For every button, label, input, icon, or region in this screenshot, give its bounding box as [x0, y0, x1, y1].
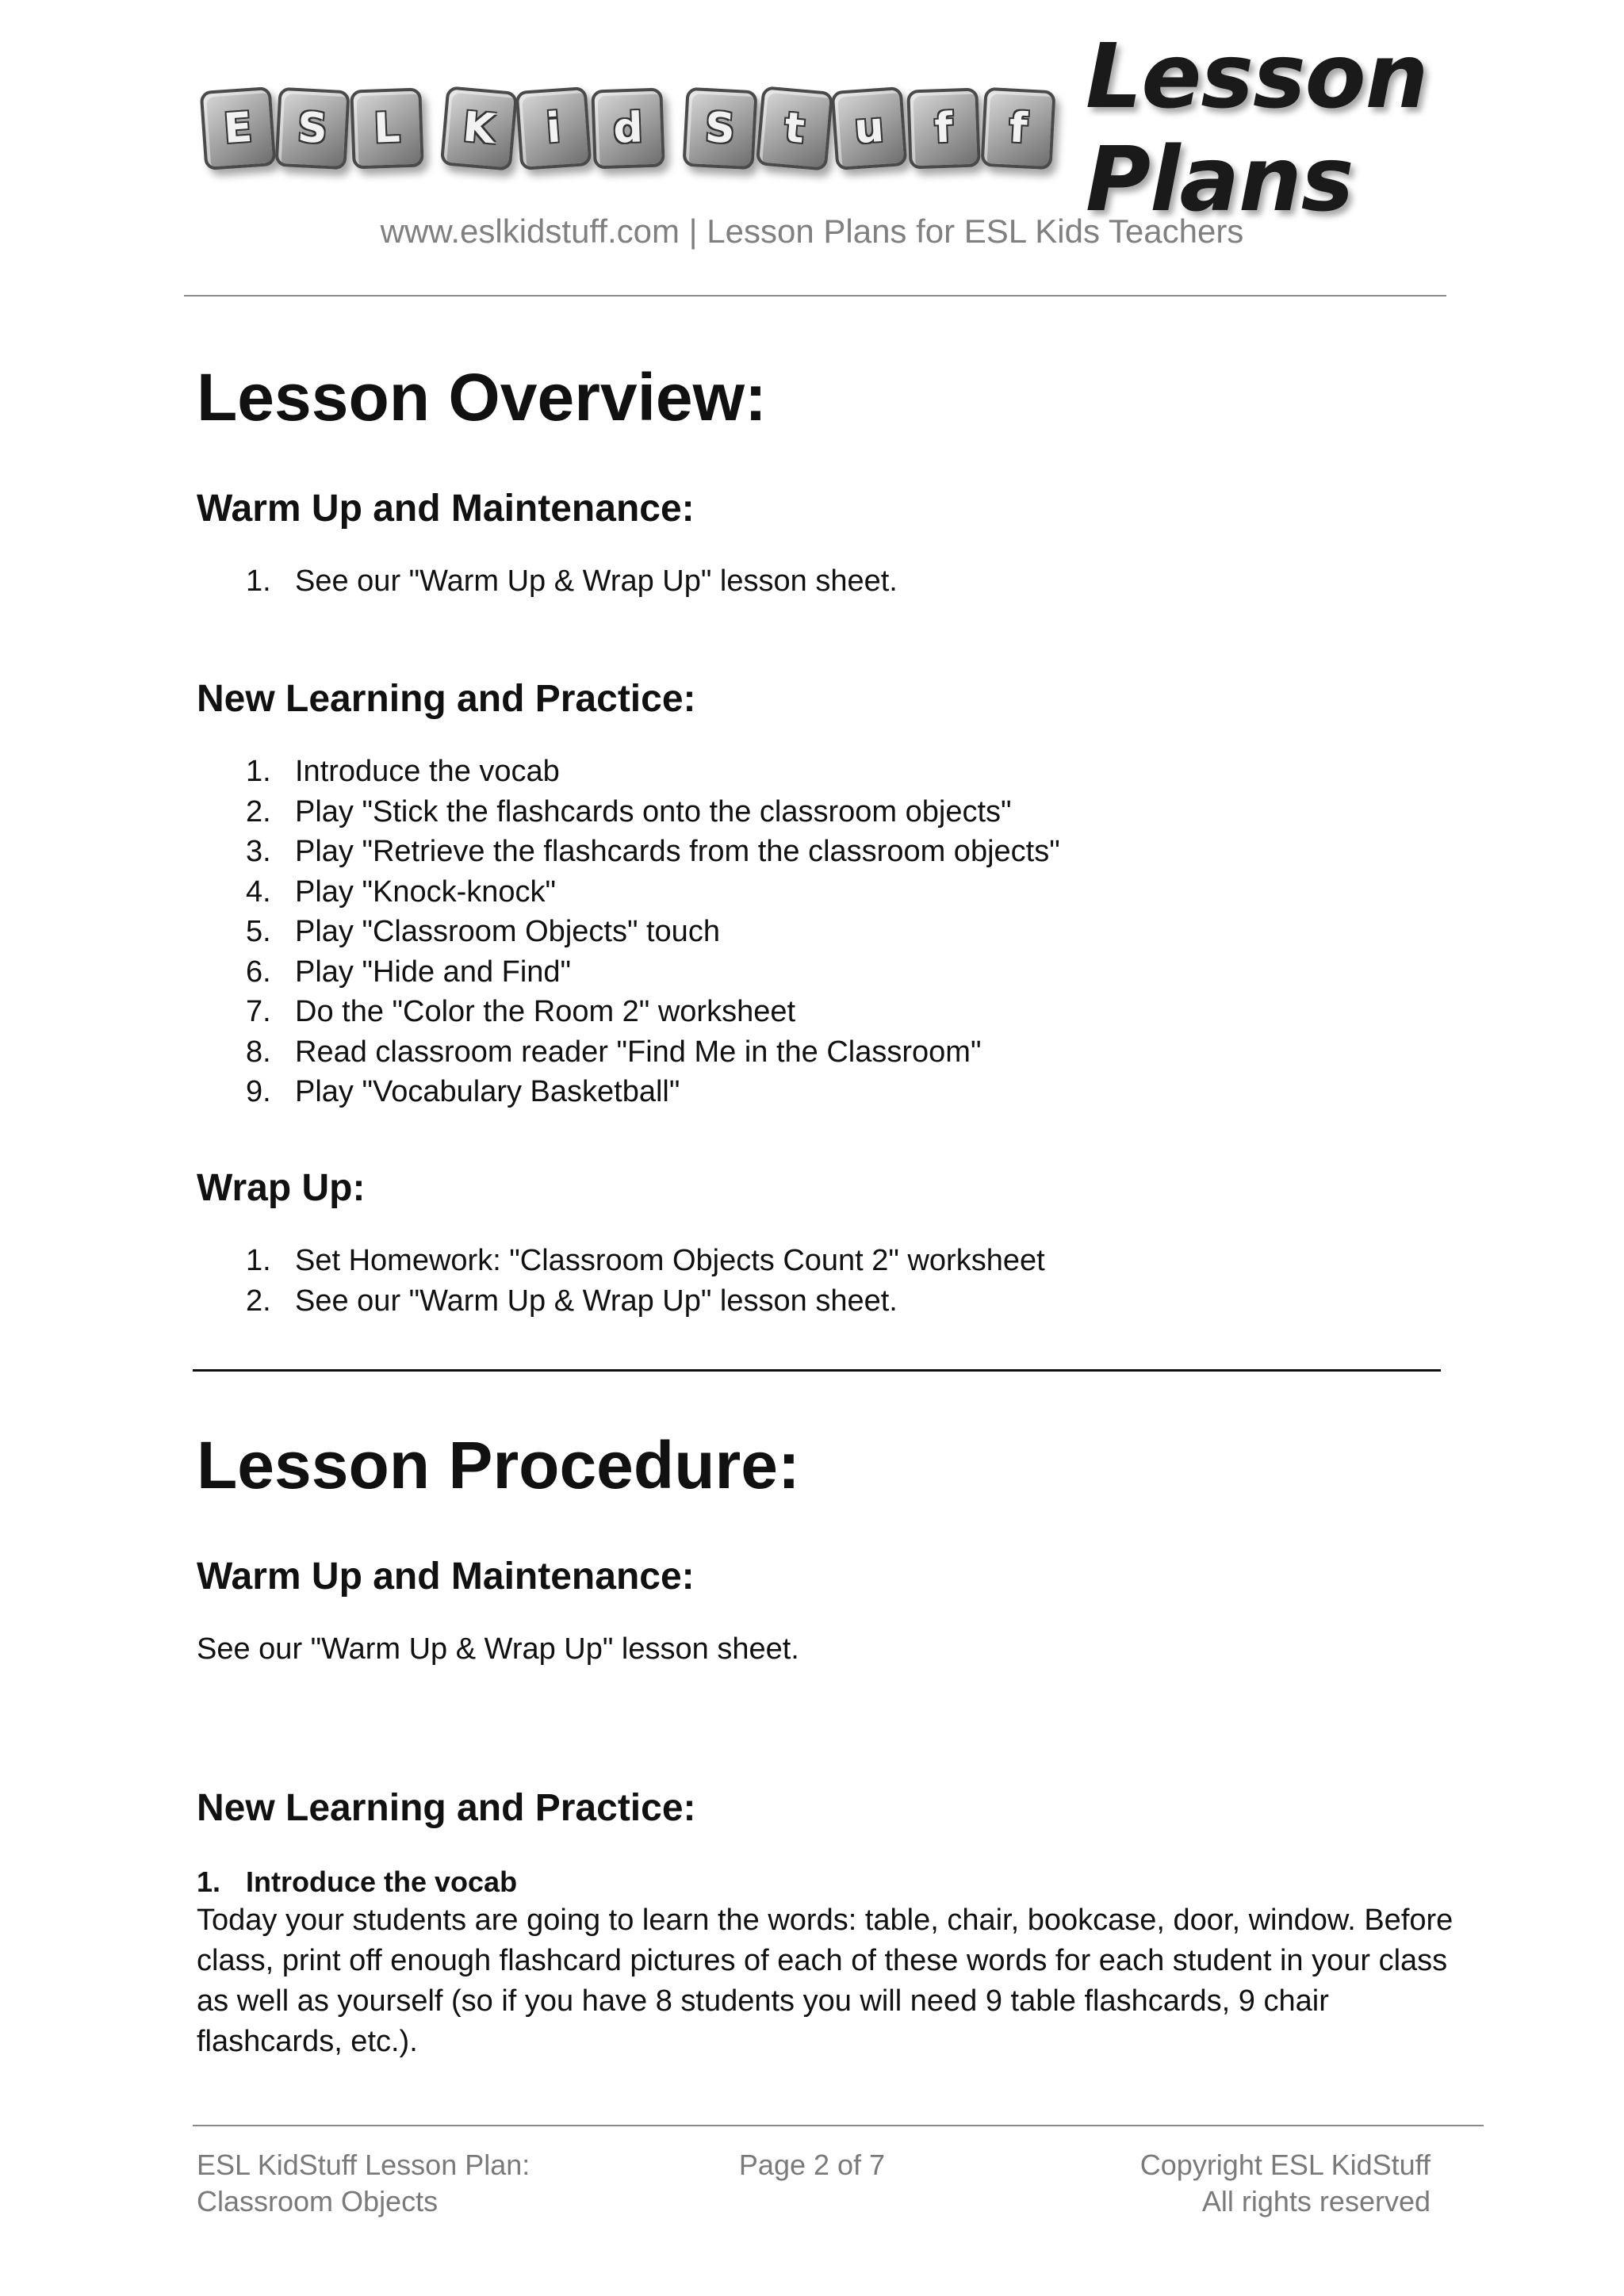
- procedure-step-text: Today your students are going to learn the words: table, chair, bookcase, door, window. Before class, print off enough flashcard pictures of each of these words for each student in your class as well as yourself (so if you have 8 students you will need 9 table flashcards, 9 chair flashcards, etc.).: [197, 1904, 1454, 2058]
- logo-block: S: [274, 87, 350, 170]
- list-item-text: See our "Warm Up & Wrap Up" lesson sheet.: [295, 564, 898, 598]
- footer-divider: [193, 2125, 1484, 2126]
- list-item: [246, 952, 1060, 993]
- procedure-step-title: [197, 1868, 517, 1896]
- list-item-number: 6.: [246, 955, 271, 989]
- logo-block: t: [756, 86, 833, 170]
- logo-letter-blocks: [202, 89, 1054, 168]
- footer-plan-name: Classroom Objects: [197, 2185, 439, 2218]
- list-item-number: 4.: [246, 874, 271, 909]
- list-item-number: 5.: [246, 915, 271, 948]
- section-divider: [193, 1369, 1441, 1372]
- list-item-number: 9.: [246, 1075, 271, 1108]
- list-item-number: 2.: [246, 1284, 271, 1318]
- procedure-title: Lesson Procedure:: [197, 1428, 800, 1502]
- list-item-number: 8.: [246, 1035, 271, 1069]
- list-item: [246, 752, 1060, 792]
- header-divider: [184, 295, 1446, 297]
- list-item-text: Play "Vocabulary Basketball": [295, 1075, 680, 1108]
- list-item-number: 1.: [246, 564, 271, 598]
- overview-title: Lesson Overview:: [197, 360, 767, 434]
- overview-new-list: [246, 752, 1060, 1112]
- overview-warmup-heading: Warm Up and Maintenance:: [197, 488, 695, 530]
- logo-block: K: [440, 86, 518, 170]
- list-item: [246, 1281, 1045, 1322]
- footer-page-number: Page 2 of 7: [738, 2149, 886, 2181]
- logo-block: L: [350, 87, 423, 169]
- footer-right: [1031, 2147, 1431, 2220]
- list-item: [246, 872, 1060, 913]
- footer-plan-label: ESL KidStuff Lesson Plan:: [197, 2149, 530, 2181]
- site-subtitle: www.eslkidstuff.com | Lesson Plans for ESL Kids Teachers: [380, 212, 1244, 250]
- list-item-number: 3.: [246, 835, 271, 868]
- logo-block: f: [980, 87, 1055, 170]
- overview-wrap-heading: Wrap Up:: [197, 1167, 366, 1209]
- overview-warmup-list: [246, 561, 898, 602]
- list-item-text: Play "Hide and Find": [295, 955, 572, 989]
- list-item-number: 7.: [246, 995, 271, 1028]
- logo-block: S: [682, 87, 757, 170]
- list-item-text: Play "Classroom Objects" touch: [295, 915, 720, 948]
- list-item-text: Play "Stick the flashcards onto the classroom objects": [295, 794, 1012, 828]
- footer-copyright: Copyright ESL KidStuff: [1139, 2149, 1431, 2181]
- list-item: [246, 792, 1060, 832]
- list-item-text: Play "Knock-knock": [295, 874, 556, 909]
- list-item-text: See our "Warm Up & Wrap Up" lesson sheet.: [295, 1284, 898, 1318]
- logo-block: E: [200, 86, 277, 170]
- list-item: [246, 561, 898, 602]
- list-item: [246, 992, 1060, 1032]
- procedure-warmup-heading: Warm Up and Maintenance:: [197, 1556, 695, 1598]
- logo-block: u: [831, 86, 908, 170]
- list-item-text: Set Homework: "Classroom Objects Count 2" worksheet: [295, 1244, 1045, 1277]
- step-number: 1.: [197, 1866, 221, 1898]
- list-item-text: Introduce the vocab: [295, 755, 560, 788]
- list-item: [246, 912, 1060, 952]
- logo-block: d: [591, 87, 665, 169]
- list-item: [246, 832, 1060, 872]
- procedure-new-heading: New Learning and Practice:: [197, 1787, 696, 1829]
- list-item-text: Do the "Color the Room 2" worksheet: [295, 995, 796, 1028]
- list-item: [246, 1241, 1045, 1281]
- logo-block: f: [906, 87, 980, 169]
- logo-title: Lesson Plans: [1086, 25, 1428, 232]
- step-title-text: Introduce the vocab: [246, 1866, 518, 1898]
- list-item-number: 1.: [246, 755, 271, 788]
- list-item: [246, 1072, 1060, 1112]
- logo-block: i: [515, 86, 592, 170]
- list-item-number: 1.: [246, 1244, 271, 1277]
- overview-wrap-list: [246, 1241, 1045, 1321]
- list-item: [246, 1032, 1060, 1073]
- overview-new-heading: New Learning and Practice:: [197, 678, 696, 720]
- list-item-text: Play "Retrieve the flashcards from the classroom objects": [295, 835, 1060, 868]
- list-item-text: Read classroom reader "Find Me in the Classroom": [295, 1035, 982, 1069]
- procedure-warmup-text: See our "Warm Up & Wrap Up" lesson sheet.: [197, 1632, 799, 1666]
- footer-rights: All rights reserved: [1201, 2185, 1431, 2218]
- list-item-number: 2.: [246, 794, 271, 828]
